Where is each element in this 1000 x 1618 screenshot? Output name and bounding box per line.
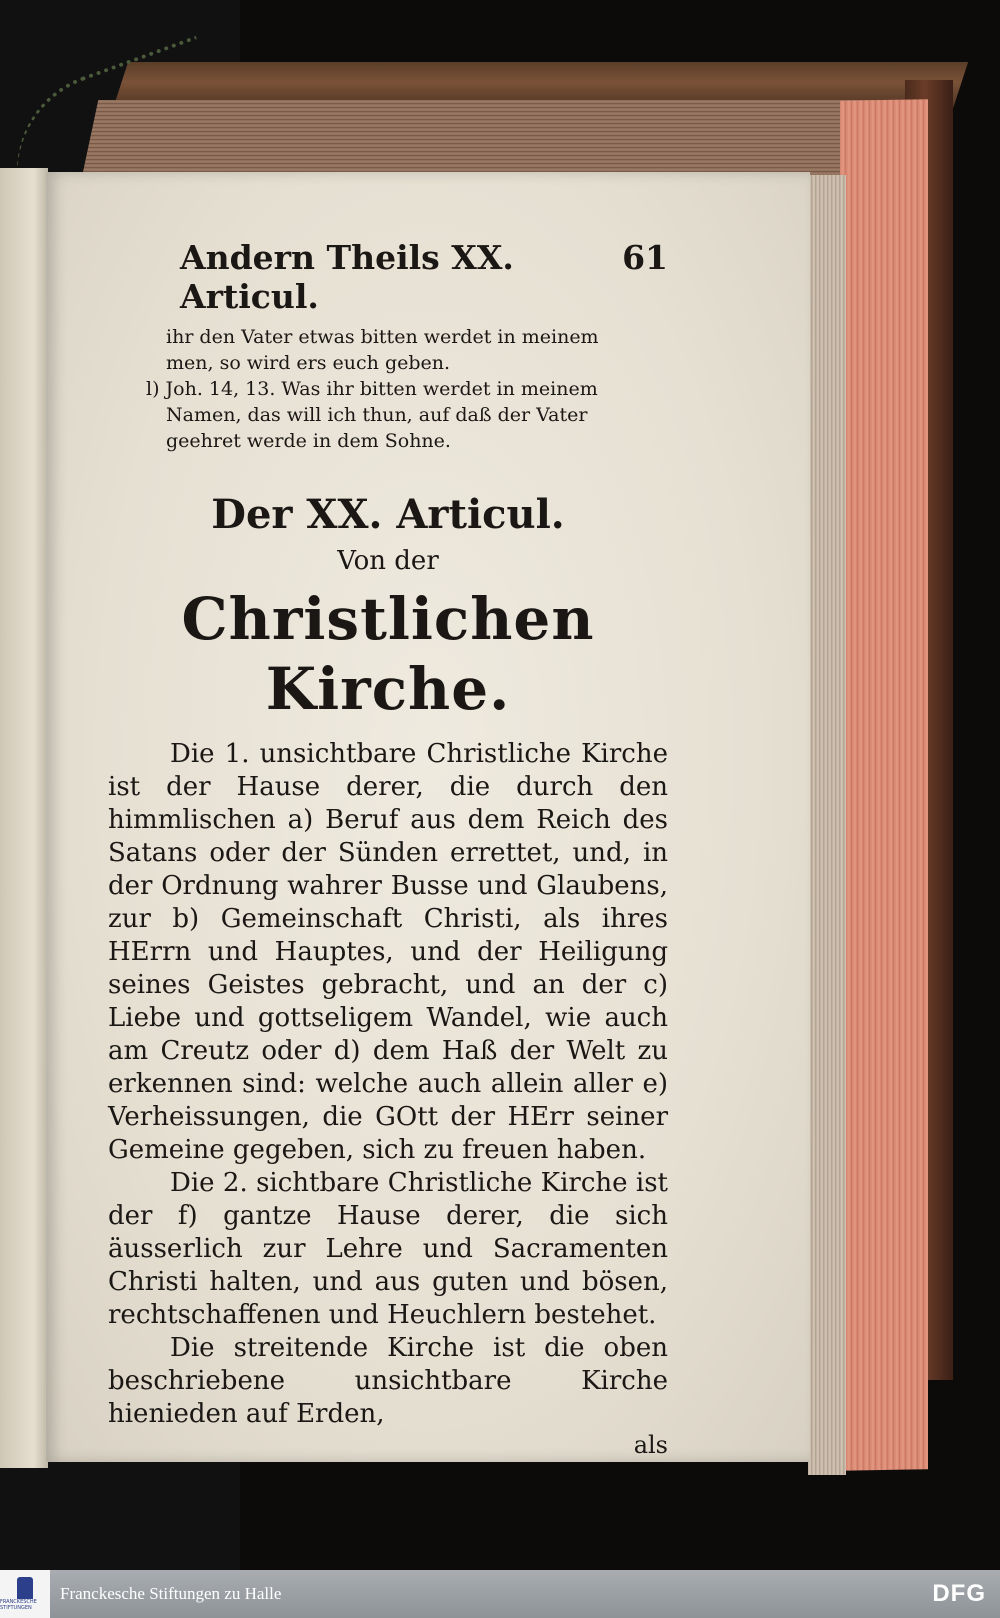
red-fore-edge	[840, 99, 928, 1471]
footnote-line: geehret werde in dem Sohne.	[166, 430, 451, 452]
viewer-footer	[0, 1570, 1000, 1618]
footnote-line: ihr den Vater etwas bitten werdet in meinem	[166, 326, 599, 348]
running-header	[180, 238, 668, 316]
article-heading: Christlichen Kirche.	[181, 585, 595, 723]
paragraph: Die streitende Kirche ist die oben beschriebene unsichtbare Kirche hienieden auf Erden,	[108, 1333, 668, 1429]
paragraph: Die 2. sichtbare Christliche Kirche ist der f) gantze Hause derer, die sich äusserlich zur Lehre und Sacramenten Christi halten, und aus guten und bösen, rechtschaffenen und Heuchlern bestehet.	[108, 1168, 668, 1330]
footnotes	[146, 324, 668, 454]
dfg-logo[interactable]: DFG	[932, 1580, 986, 1607]
footnote-line: l) Joh. 14, 13. Was ihr bitten werdet in meinem	[146, 378, 598, 400]
institution-logo[interactable]	[0, 1570, 50, 1618]
page-edges	[808, 175, 846, 1475]
left-page-sliver	[0, 168, 48, 1468]
footnote-line: Namen, das will ich thun, auf daß der Vater	[166, 404, 588, 426]
footnote-line: men, so wird ers euch geben.	[166, 352, 451, 374]
logo-text: FRANCKESCHE STIFTUNGEN	[0, 1599, 37, 1611]
running-head: Andern Theils XX. Articul.	[180, 238, 514, 316]
article-subtitle: Von der	[337, 546, 439, 576]
article-title: Der XX. Articul.	[211, 491, 565, 538]
catchword: als	[633, 1431, 668, 1459]
page-number: 61	[622, 238, 668, 277]
page-text	[108, 238, 668, 1459]
paragraph: Die 1. unsichtbare Christliche Kirche ist der Hause derer, die durch den himmlischen a) Beruf aus dem Reich des Satans oder der Sünden errettet, und, in der Ordnung wahrer Busse und Glaubens, zur b) Gemeinschaft Christi, als ihres HErrn und Hauptes, und der Heiligung seines Geistes gebracht, und an der c) Liebe und gottseligem Wandel, wie auch am Creutz oder d) dem Haß der Welt zu erkennen sind: welche auch allein aller e) Verheissungen, die GOtt der HErr seiner Gemeine gegeben, sich zu freuen haben.	[108, 739, 668, 1165]
institution-name: Franckesche Stiftungen zu Halle	[60, 1584, 282, 1603]
logo-icon	[17, 1577, 33, 1599]
